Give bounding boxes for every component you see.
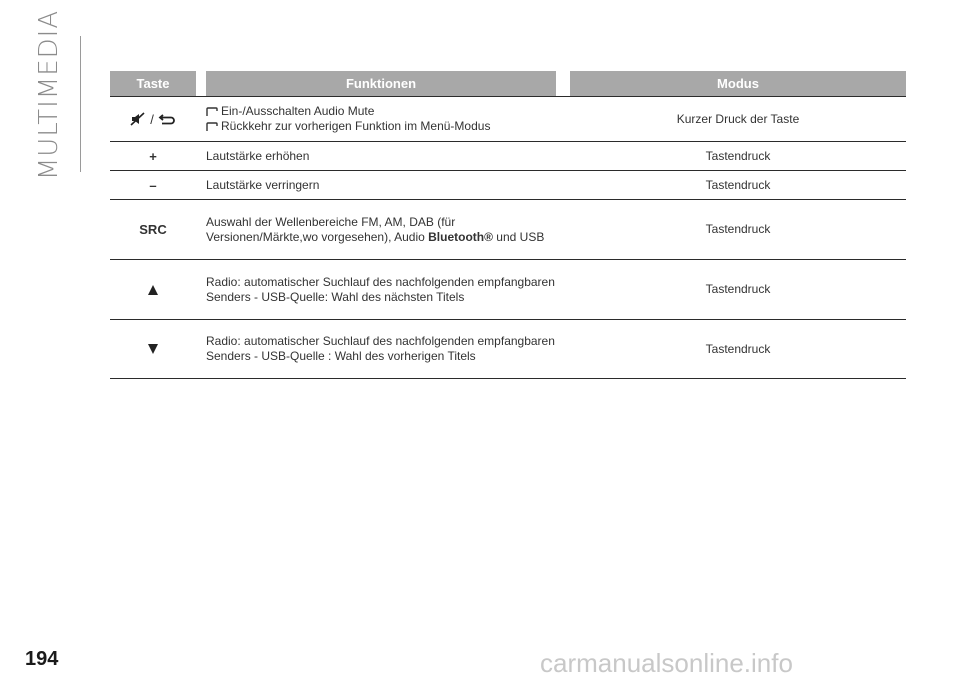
bullet-icon: [206, 122, 218, 132]
function-cell: [206, 104, 556, 134]
list-item: Ein-/Ausschalten Audio Mute: [206, 104, 556, 119]
list-item: Rückkehr zur vorherigen Funktion im Menü-Modus: [206, 119, 556, 134]
mode-cell: Tastendruck: [705, 177, 771, 192]
bluetooth-label: Bluetooth®: [428, 229, 493, 244]
table-row: [110, 259, 906, 319]
key-cell: [110, 112, 196, 127]
mode-cell: Tastendruck: [705, 282, 771, 296]
table-row: [110, 96, 906, 141]
function-cell: Lautstärke erhöhen: [206, 148, 310, 163]
function-text: Auswahl der Wellenbereiche FM, AM, DAB (für Versionen/Märkte,wo vorgesehen), Audio: [206, 214, 456, 244]
key-cell: [110, 343, 196, 355]
function-cell: Radio: automatischer Suchlauf des nachfolgenden empfangbaren Senders - USB-Quelle : Wahl des vorherigen Titels: [206, 334, 555, 363]
key-cell: [110, 284, 196, 296]
mode-cell: Tastendruck: [705, 341, 771, 356]
triangle-down-icon: [147, 343, 159, 355]
table-row: [110, 199, 906, 259]
mode-cell: Tastendruck: [705, 148, 771, 163]
function-cell: Radio: automatischer Suchlauf des nachfolgenden empfangbaren Senders - USB-Quelle: Wahl des nächsten Titels: [206, 274, 555, 304]
page-number: 194: [25, 648, 59, 670]
watermark: carmanualsonline.info: [540, 648, 793, 678]
table-row: [110, 141, 906, 170]
table-row: [110, 319, 906, 379]
key-cell: +: [149, 148, 157, 164]
function-cell: Lautstärke verringern: [206, 177, 320, 192]
key-cell: –: [149, 177, 157, 193]
header-funktionen: Funktionen: [206, 71, 556, 96]
header-taste: Taste: [110, 71, 196, 96]
mode-cell: Kurzer Druck der Taste: [676, 111, 800, 126]
function-text: und USB: [492, 229, 545, 244]
table-header: [110, 71, 906, 96]
function-table: [110, 71, 906, 379]
key-separator: /: [150, 111, 154, 127]
triangle-up-icon: [147, 284, 159, 296]
bullet-icon: [206, 107, 218, 117]
mute-icon: [130, 112, 146, 126]
mode-cell: Tastendruck: [705, 222, 771, 236]
table-row: [110, 170, 906, 199]
header-modus: Modus: [570, 71, 906, 96]
return-arrow-icon: [158, 113, 176, 125]
function-cell: [206, 215, 556, 245]
key-cell: SRC: [139, 222, 167, 237]
section-title: MULTIMEDIA: [34, 9, 65, 181]
section-divider: [80, 36, 81, 172]
